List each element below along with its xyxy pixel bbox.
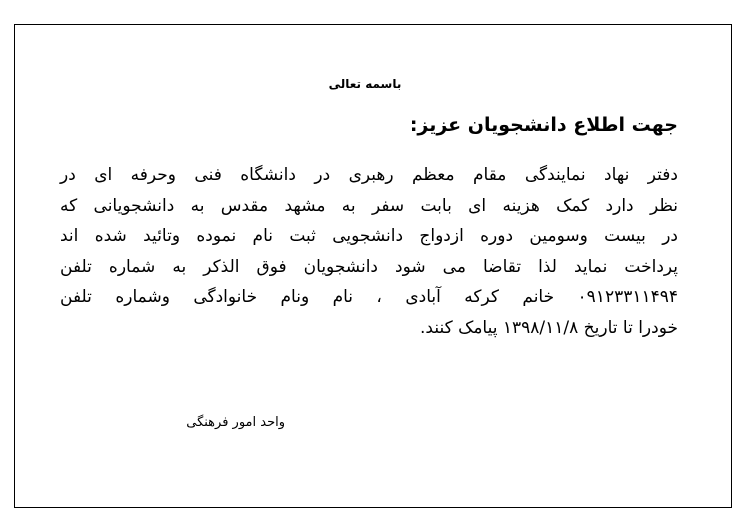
body-line-2: نظر دارد کمک هزینه ای بابت سفر به مشهد مقدس به دانشجویانی که — [60, 195, 678, 216]
body-line-5: ۰۹۱۲۳۳۱۱۴۹۴ خانم کرکه آبادی ، نام ونام خانوادگی وشماره تلفن — [60, 287, 678, 307]
notice-body — [60, 160, 678, 343]
body-line-6: خودرا تا تاریخ ۱۳۹۸/۱۱/۸ پیامک کنند. — [420, 317, 678, 338]
invocation-text: باسمه تعالی — [328, 77, 402, 91]
body-line-3: در بیست وسومین دوره ازدواج دانشجویی ثبت نام نموده وتائید شده اند — [60, 226, 678, 246]
notice-heading: جهت اطلاع دانشجویان عزیز: — [409, 114, 678, 136]
body-line-1: دفتر نهاد نمایندگی مقام معظم رهبری در دانشگاه فنی وحرفه ای در — [60, 165, 678, 185]
signature-unit: واحد امور فرهنگی — [186, 415, 285, 430]
body-line-4: پرداخت نماید لذا تقاضا می شود دانشجویان فوق الذکر به شماره تلفن — [60, 256, 678, 277]
